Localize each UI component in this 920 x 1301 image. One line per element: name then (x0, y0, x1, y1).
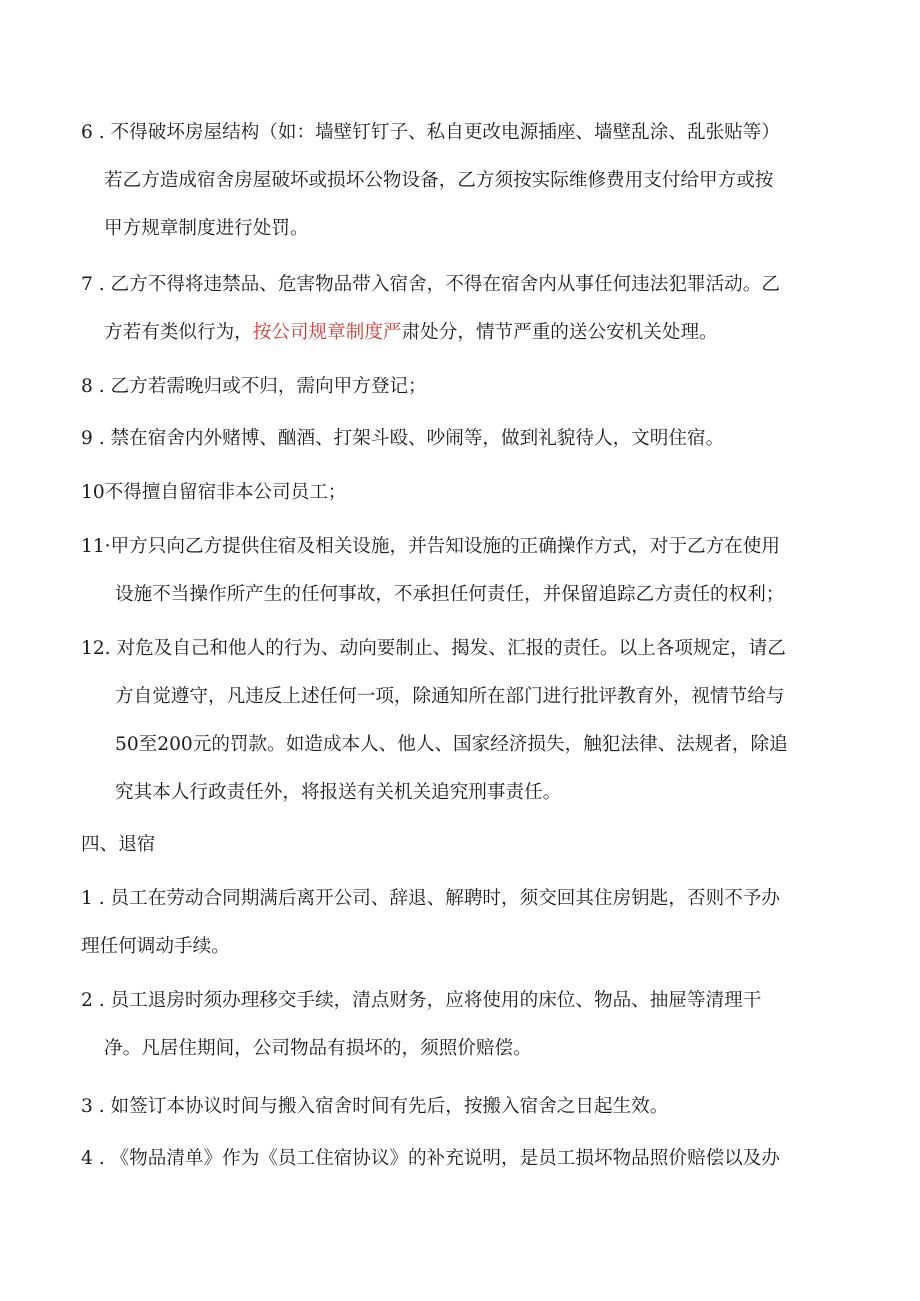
section-4-item-1-line-2: 理任何调动手续。 (81, 936, 230, 957)
item-6-line-1: 6 . 不得破坏房屋结构（如：墙壁钉钉子、私自更改电源插座、墙壁乱涂、乱张贴等） (81, 122, 780, 143)
item-12-line-4: 究其本人行政责任外，将报送有关机关追究刑事责任。 (115, 782, 562, 803)
item-12-line-2: 方自觉遵守，凡违反上述任何一项，除通知所在部门进行批评教育外，视情节给与 (115, 686, 785, 707)
item-10: 10不得擅自留宿非本公司员工； (81, 482, 347, 503)
section-4-item-1-line-1: 1 . 员工在劳动合同期满后离开公司、辞退、解聘时，须交回其住房钥匙，否则不予办 (81, 888, 780, 909)
item-9: 9 . 禁在宿舍内外赌博、酗酒、打架斗殴、吵闹等，做到礼貌待人，文明住宿。 (81, 428, 725, 449)
section-4-item-3: 3 . 如签订本协议时间与搬入宿舍时间有先后，按搬入宿舍之日起生效。 (81, 1096, 669, 1117)
item-11-line-1: 11·甲方只向乙方提供住宿及相关设施，并告知设施的正确操作方式，对于乙方在使用 (81, 536, 780, 557)
item-6-line-3: 甲方规章制度进行处罚。 (104, 218, 309, 239)
section-4-item-2-line-2: 净。凡居住期间，公司物品有损坏的，须照价赔偿。 (104, 1038, 532, 1059)
item-7-line-1: 7 . 乙方不得将违禁品、危害物品带入宿舍，不得在宿舍内从事任何违法犯罪活动。乙 (81, 274, 780, 295)
section-4-item-4: 4 . 《物品清单》作为《员工住宿协议》的补充说明，是员工损坏物品照价赔偿以及办 (81, 1148, 780, 1169)
item-7-text-b: 肃处分，情节严重的送公安机关处理。 (401, 322, 718, 343)
item-11-line-2: 设施不当操作所产生的任何事故，不承担任何责任，并保留追踪乙方责任的权利； (115, 584, 785, 605)
item-12-line-3: 50至200元的罚款。如造成本人、他人、国家经济损失，触犯法律、法规者，除追 (115, 734, 788, 755)
item-12-line-1: 12. 对危及自己和他人的行为、动向要制止、揭发、汇报的责任。以上各项规定，请乙 (81, 638, 786, 659)
highlighted-text: 按公司规章制度严 (252, 322, 402, 343)
item-8: 8 . 乙方若需晚归或不归，需向甲方登记； (81, 376, 427, 397)
section-4-heading: 四、退宿 (81, 834, 156, 855)
section-4-item-2-line-1: 2 . 员工退房时须办理移交手续，清点财务，应将使用的床位、物品、抽屉等清理干 (81, 990, 762, 1011)
item-7-text-a: 方若有类似行为， (104, 322, 253, 343)
item-6-line-2: 若乙方造成宿舍房屋破坏或损坏公物设备，乙方须按实际维修费用支付给甲方或按 (104, 170, 774, 191)
item-7-line-2 (104, 318, 718, 348)
